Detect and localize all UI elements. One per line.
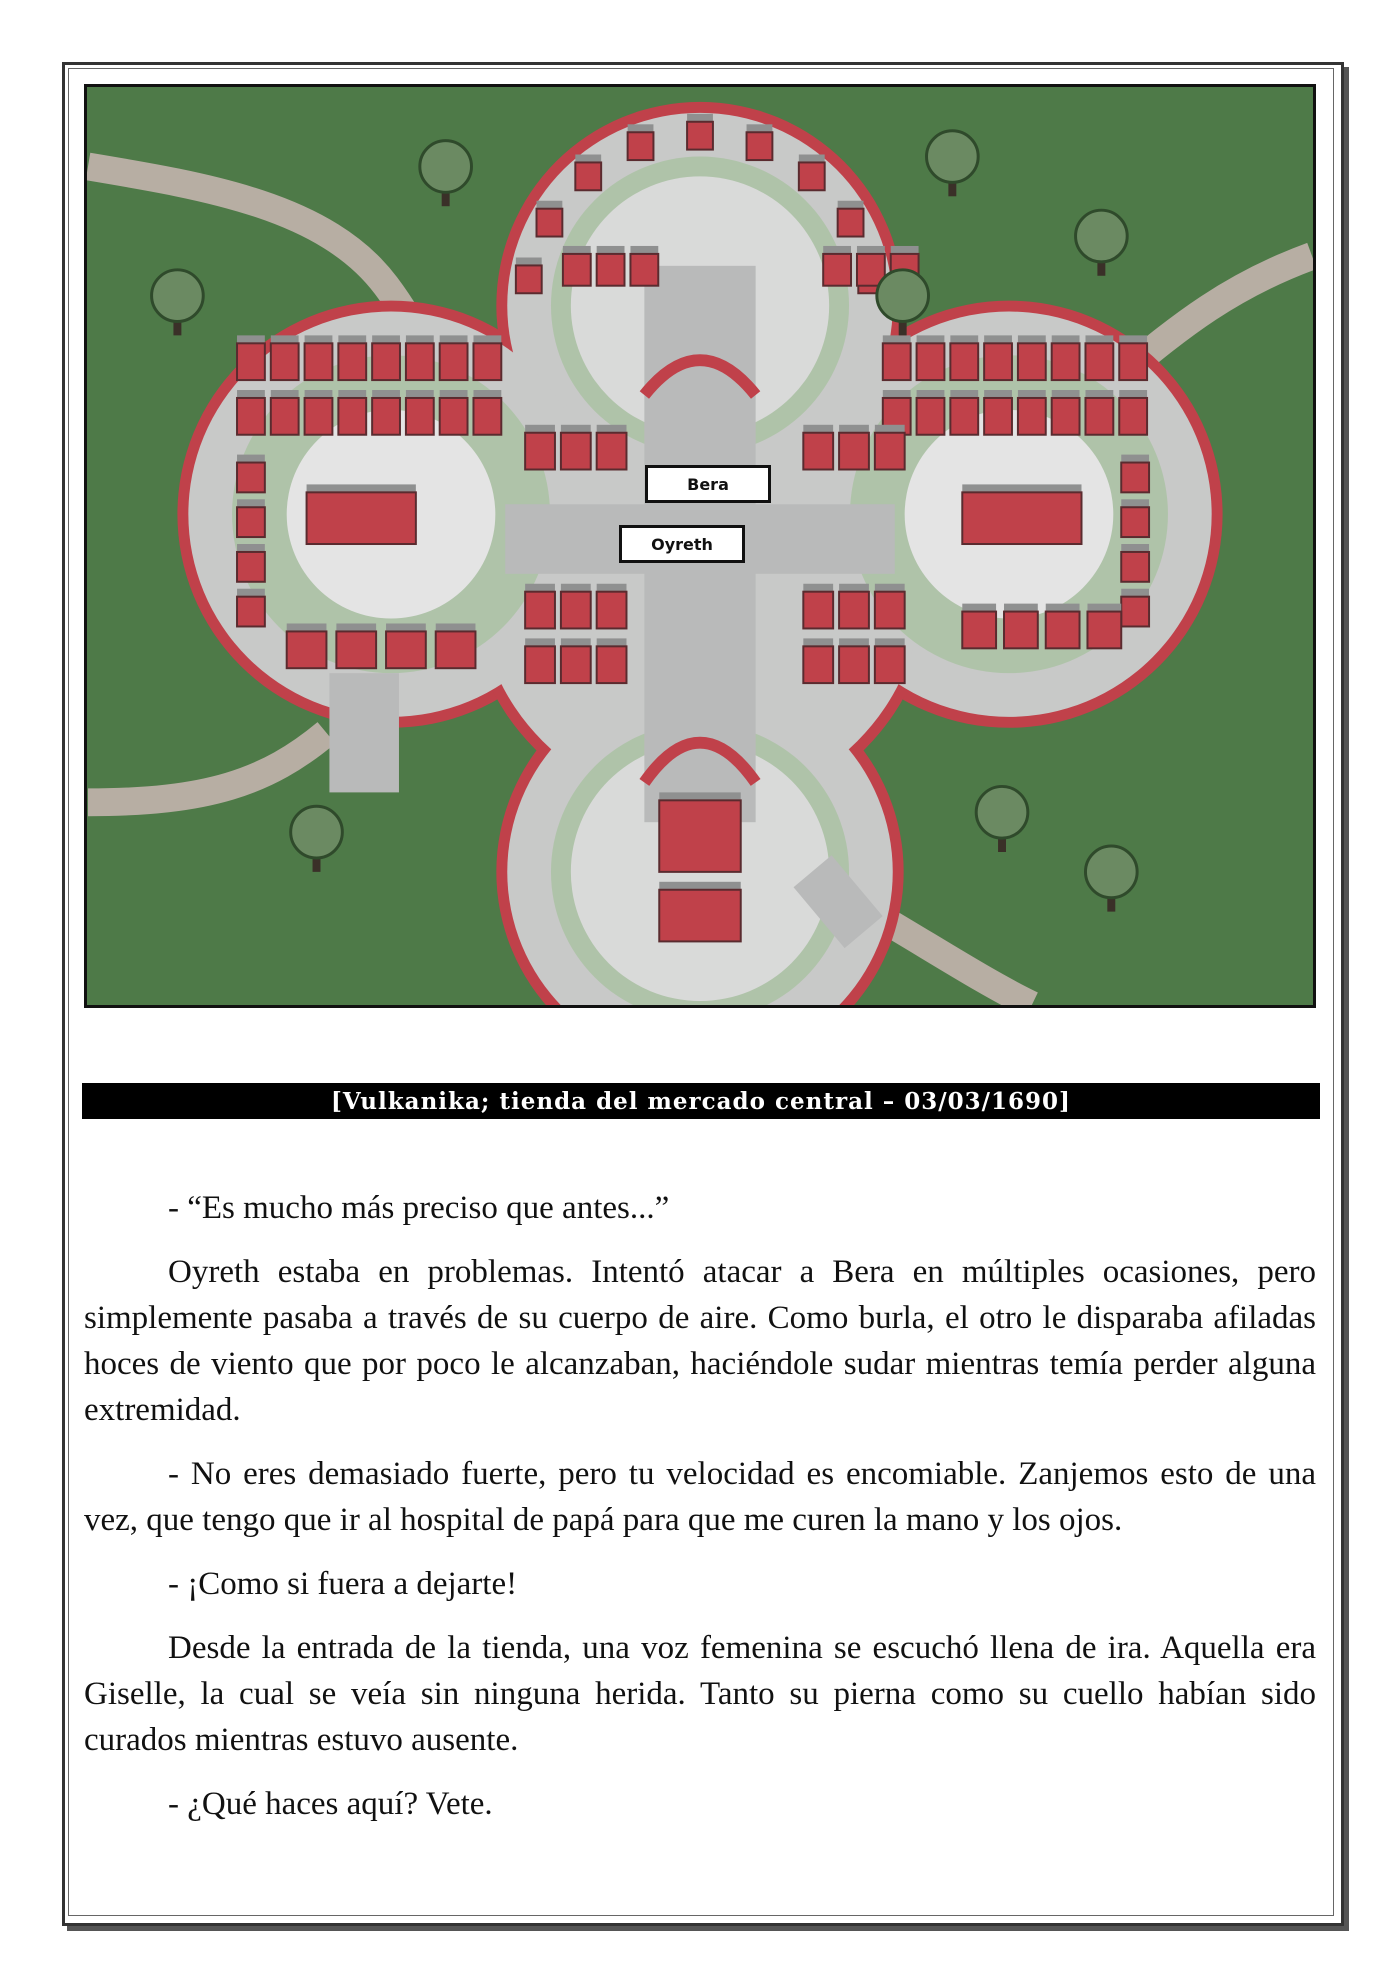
house xyxy=(563,246,591,286)
house xyxy=(561,425,591,470)
house xyxy=(1052,335,1080,380)
house xyxy=(1018,390,1046,435)
house xyxy=(984,390,1012,435)
house xyxy=(516,257,542,293)
house xyxy=(1121,455,1149,493)
house xyxy=(561,584,591,629)
house xyxy=(1119,335,1147,380)
paragraph: - ¡Como si fuera a dejarte! xyxy=(168,1566,518,1602)
scene-caption: [Vulkanika; tienda del mercado central – 03/03/1690] xyxy=(331,1087,1071,1115)
house xyxy=(386,623,426,668)
house xyxy=(687,114,713,150)
house xyxy=(962,484,1081,544)
paragraph: Oyreth estaba en problemas. Intentó atacar a Bera en múltiples ocasiones, pero simplemente pasaba a través de su cuerpo de aire. Como burla, el otro le disparaba afiladas hoces de viento que por poco le alcanzaban, haciéndole sudar mientras temía perder alguna extremidad. xyxy=(84,1254,1316,1428)
house xyxy=(561,638,591,683)
house xyxy=(525,638,555,683)
house xyxy=(1018,335,1046,380)
house xyxy=(1046,604,1080,649)
house xyxy=(630,246,658,286)
house xyxy=(271,390,299,435)
gate-left xyxy=(329,673,399,792)
house xyxy=(803,638,833,683)
house xyxy=(473,335,501,380)
house xyxy=(406,335,434,380)
house xyxy=(237,589,265,627)
house xyxy=(839,584,869,629)
paragraph: - No eres demasiado fuerte, pero tu velocidad es encomiable. Zanjemos esto de una vez, que tengo que ir al hospital de papá para que me curen la mano y los ojos. xyxy=(84,1456,1316,1538)
house xyxy=(305,390,333,435)
house xyxy=(1004,604,1038,649)
house xyxy=(525,584,555,629)
house xyxy=(338,390,366,435)
city-map xyxy=(84,84,1316,1008)
house xyxy=(838,201,864,237)
house xyxy=(575,155,601,191)
house xyxy=(237,390,265,435)
house xyxy=(1121,499,1149,537)
house xyxy=(1052,390,1080,435)
house xyxy=(962,604,996,649)
house xyxy=(803,425,833,470)
house xyxy=(287,623,327,668)
house xyxy=(659,792,740,871)
map-label-bera: Bera xyxy=(645,465,771,503)
house xyxy=(440,335,468,380)
house xyxy=(628,124,654,160)
house xyxy=(372,335,400,380)
house xyxy=(1087,604,1121,649)
house xyxy=(336,623,376,668)
house xyxy=(597,425,627,470)
house xyxy=(237,455,265,493)
house xyxy=(271,335,299,380)
house xyxy=(525,425,555,470)
house xyxy=(1085,390,1113,435)
house xyxy=(440,390,468,435)
house xyxy=(659,882,740,942)
house xyxy=(237,544,265,582)
house xyxy=(372,390,400,435)
house xyxy=(307,484,416,544)
house xyxy=(1121,589,1149,627)
house xyxy=(747,124,773,160)
house xyxy=(803,584,833,629)
house xyxy=(875,584,905,629)
house xyxy=(875,638,905,683)
house xyxy=(875,425,905,470)
house xyxy=(1121,544,1149,582)
house xyxy=(823,246,851,286)
house xyxy=(473,390,501,435)
paragraph: - “Es mucho más preciso que antes...” xyxy=(168,1190,670,1226)
house xyxy=(406,390,434,435)
house xyxy=(338,335,366,380)
house xyxy=(799,155,825,191)
house xyxy=(984,335,1012,380)
house xyxy=(917,390,945,435)
house xyxy=(597,638,627,683)
house xyxy=(839,638,869,683)
house xyxy=(950,335,978,380)
paragraph: Desde la entrada de la tienda, una voz femenina se escuchó llena de ira. Aquella era Giselle, la cual se veía sin ninguna herida. Tanto su pierna como su cuello habían sido curados mientras estuvo ausente. xyxy=(84,1630,1316,1758)
house xyxy=(305,335,333,380)
house xyxy=(537,201,563,237)
house xyxy=(1085,335,1113,380)
house xyxy=(883,335,911,380)
house xyxy=(839,425,869,470)
house xyxy=(1119,390,1147,435)
house xyxy=(917,335,945,380)
house xyxy=(597,246,625,286)
map-label-oyreth: Oyreth xyxy=(619,525,745,563)
paragraph: - ¿Qué haces aquí? Vete. xyxy=(168,1786,493,1822)
house xyxy=(950,390,978,435)
house xyxy=(237,499,265,537)
scene-caption-bar xyxy=(82,1083,1320,1119)
house xyxy=(597,584,627,629)
house xyxy=(436,623,476,668)
house xyxy=(237,335,265,380)
story-text xyxy=(84,1185,1316,1827)
